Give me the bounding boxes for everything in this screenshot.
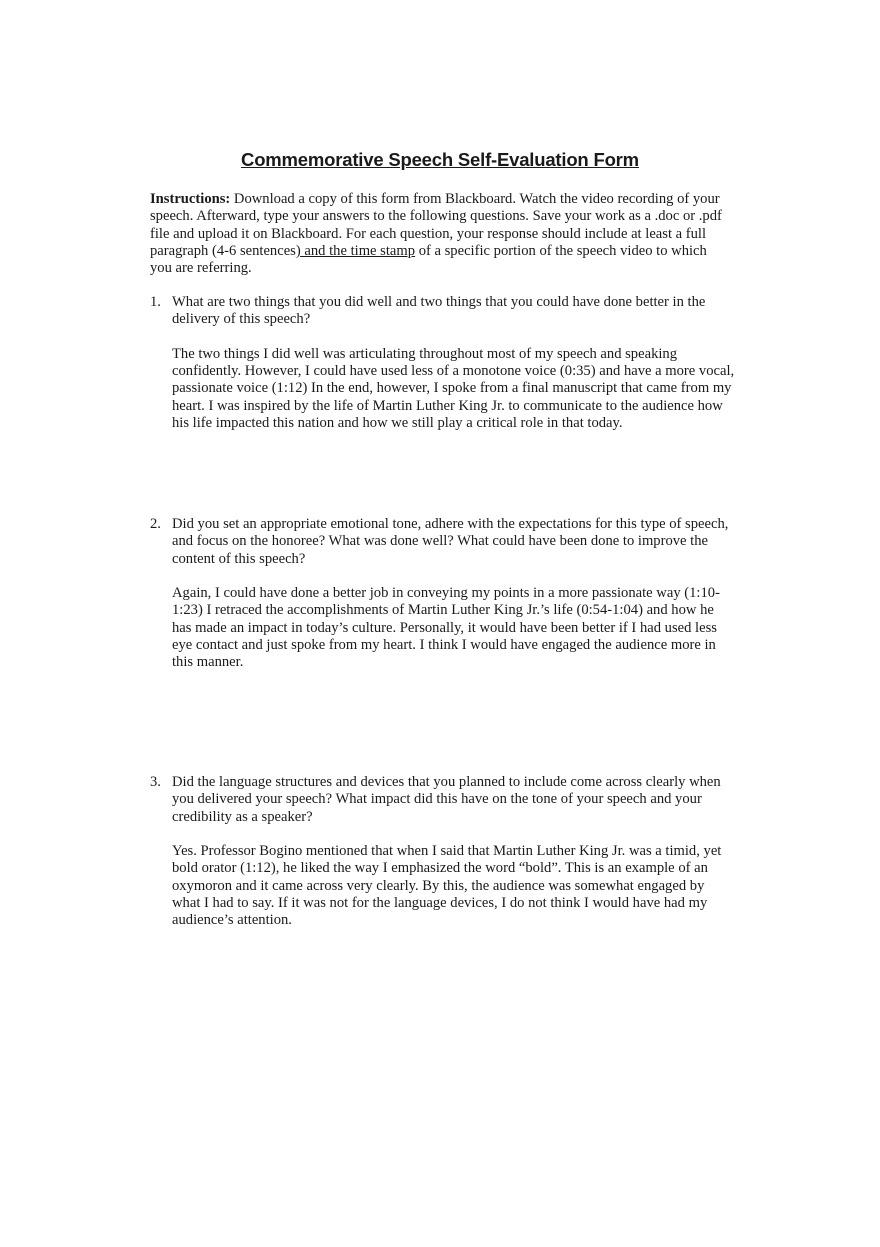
answer-text: The two things I did well was articulating throughout most of my speech and speaking confidently. However, I could have used less of a monotone voice (0:35) and have a more vocal, passionate voice (1:12) In the end, however, I spoke from a final manuscript that came from my heart. I was inspired by the life of Martin Luther King Jr. to communicate to the audience how his life impacted this nation and how we still play a critical role in that today. bbox=[172, 345, 735, 432]
question-text: Did the language structures and devices that you planned to include come across clearly when you delivered your speech? What impact did this have on the tone of your speech and your credibility as a speaker? bbox=[172, 774, 721, 825]
question-text: What are two things that you did well and two things that you could have done better in the delivery of this speech? bbox=[172, 294, 706, 328]
instructions-text: Download a copy of this form from Blackboard. Watch the video recording of your speech. Afterward, type your answers to the following questions. Save your work as a .doc or .pdf file and upload it on Blackboard. For each question, your response should include at least a full paragraph (4-6 sentences bbox=[150, 191, 722, 259]
instructions-paragraph bbox=[150, 191, 732, 277]
instructions-underlined: and the time stamp bbox=[300, 242, 416, 259]
question-3 bbox=[150, 774, 735, 930]
instructions-text-end: of a specific portion of the speech video to which you are referring. bbox=[150, 242, 707, 277]
answer-text: Yes. Professor Bogino mentioned that when I said that Martin Luther King Jr. was a timid, yet bold orator (1:12), he liked the way I emphasized the word “bold”. This is an example of an oxymoron and it came across very clearly. By this, the audience was somewhat engaged by what I had to say. If it was not for the language devices, I do not think I would have had my audience’s attention. bbox=[172, 843, 722, 929]
answer-text: Again, I could have done a better job in conveying my points in a more passionate way (1:10-1:23) I retraced the accomplishments of Martin Luther King Jr.’s life (0:54-1:04) and how he has made an impact in today’s culture. Personally, it would have been better if I had used less eye contact and just spoke from my heart. I think I would have engaged the audience more in this manner. bbox=[172, 585, 720, 671]
question-1 bbox=[150, 294, 735, 432]
instructions-label: Instructions: bbox=[150, 191, 231, 207]
question-number: 1. bbox=[150, 294, 161, 310]
question-number: 2. bbox=[150, 516, 161, 532]
form-title: Commemorative Speech Self-Evaluation Form bbox=[241, 149, 639, 170]
question-number: 3. bbox=[150, 774, 161, 790]
question-2 bbox=[150, 516, 735, 672]
question-text: Did you set an appropriate emotional tone, adhere with the expectations for this type of speech, and focus on the honoree? What was done well? What could have been done to improve the content of this speech? bbox=[172, 516, 729, 567]
instructions-paren: ) bbox=[295, 242, 301, 259]
